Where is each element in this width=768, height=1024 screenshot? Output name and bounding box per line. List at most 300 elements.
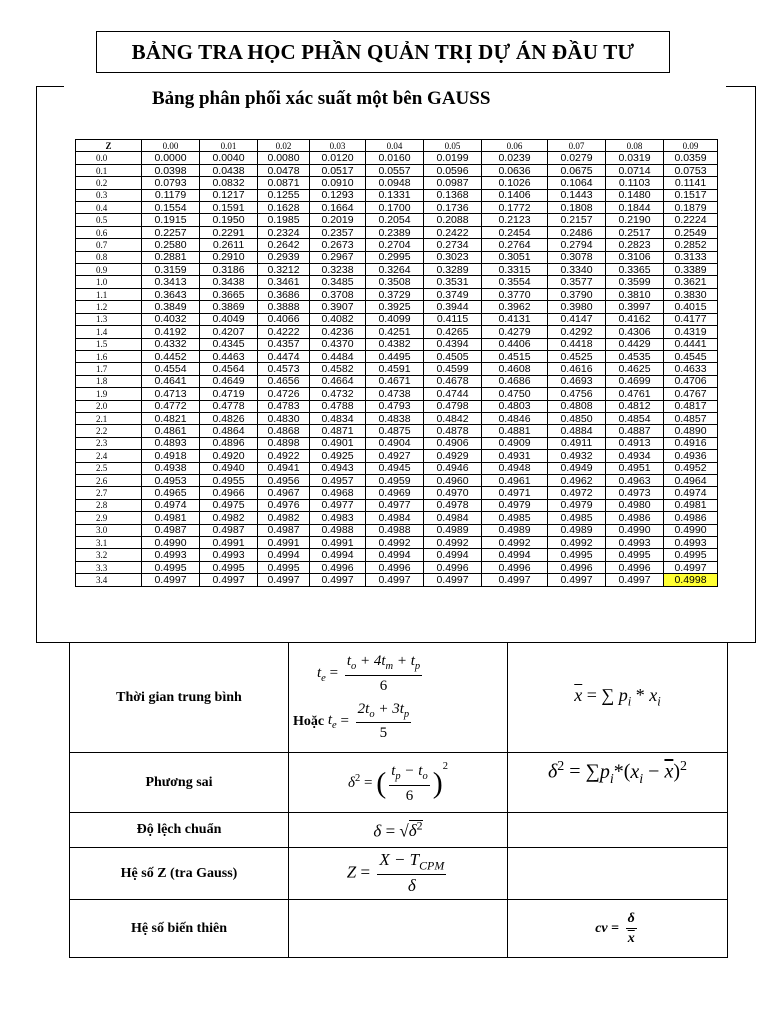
probability-cell: 0.4983 xyxy=(310,512,366,524)
probability-cell: 0.3749 xyxy=(424,288,482,300)
probability-cell: 0.1915 xyxy=(142,214,200,226)
probability-cell: 0.3365 xyxy=(606,264,664,276)
column-header-cell: 0.03 xyxy=(310,140,366,152)
probability-cell: 0.4997 xyxy=(664,561,718,573)
probability-cell: 0.4992 xyxy=(548,537,606,549)
probability-cell: 0.4671 xyxy=(366,375,424,387)
probability-cell: 0.3078 xyxy=(548,251,606,263)
probability-cell: 0.4699 xyxy=(606,375,664,387)
probability-cell: 0.4922 xyxy=(258,450,310,462)
probability-cell: 0.4987 xyxy=(200,524,258,536)
probability-cell: 0.4973 xyxy=(606,487,664,499)
column-header-cell: 0.09 xyxy=(664,140,718,152)
mean-time-formula xyxy=(289,643,508,753)
formula-table xyxy=(69,642,728,958)
gauss-table-title: Bảng phân phối xác suất một bên GAUSS xyxy=(152,88,491,109)
probability-cell: 0.4015 xyxy=(664,301,718,313)
probability-cell: 0.4826 xyxy=(200,412,258,424)
z-value-cell: 0.4 xyxy=(76,202,142,214)
probability-cell: 0.4706 xyxy=(664,375,718,387)
probability-cell: 0.4920 xyxy=(200,450,258,462)
probability-cell: 0.3212 xyxy=(258,264,310,276)
probability-cell: 0.4761 xyxy=(606,388,664,400)
probability-cell: 0.2673 xyxy=(310,239,366,251)
probability-cell: 0.4732 xyxy=(310,388,366,400)
probability-cell: 0.4981 xyxy=(142,512,200,524)
probability-cell: 0.0040 xyxy=(200,152,258,164)
probability-cell: 0.3621 xyxy=(664,276,718,288)
probability-cell: 0.3289 xyxy=(424,264,482,276)
z-value-cell: 0.7 xyxy=(76,239,142,251)
probability-cell: 0.4893 xyxy=(142,437,200,449)
gauss-row xyxy=(76,226,718,238)
probability-cell: 0.4997 xyxy=(258,574,310,586)
frame-top-left-line xyxy=(36,86,64,87)
probability-cell: 0.4992 xyxy=(482,537,548,549)
formula-row-mean-time xyxy=(70,643,728,753)
gauss-row xyxy=(76,202,718,214)
gauss-row xyxy=(76,338,718,350)
probability-cell: 0.4591 xyxy=(366,363,424,375)
probability-cell: 0.3315 xyxy=(482,264,548,276)
probability-cell: 0.4911 xyxy=(548,437,606,449)
column-header-cell: 0.00 xyxy=(142,140,200,152)
probability-cell: 0.4625 xyxy=(606,363,664,375)
probability-cell: 0.1808 xyxy=(548,202,606,214)
probability-cell: 0.3531 xyxy=(424,276,482,288)
gauss-row xyxy=(76,288,718,300)
probability-cell: 0.4998 xyxy=(664,574,718,586)
probability-cell: 0.4484 xyxy=(310,350,366,362)
probability-cell: 0.0636 xyxy=(482,164,548,176)
probability-cell: 0.2642 xyxy=(258,239,310,251)
gauss-row xyxy=(76,214,718,226)
probability-cell: 0.4979 xyxy=(548,499,606,511)
probability-cell: 0.4990 xyxy=(606,524,664,536)
probability-cell: 0.4953 xyxy=(142,474,200,486)
probability-cell: 0.4778 xyxy=(200,400,258,412)
z-value-cell: 1.1 xyxy=(76,288,142,300)
probability-cell: 0.4991 xyxy=(200,537,258,549)
z-value-cell: 1.6 xyxy=(76,350,142,362)
probability-cell: 0.3186 xyxy=(200,264,258,276)
te-formula-1: $t_e$ = $\frac{t_o + 4t_m + t_p}{6}$ xyxy=(317,653,421,694)
probability-cell: 0.4997 xyxy=(424,574,482,586)
probability-cell: 0.3944 xyxy=(424,301,482,313)
probability-cell: 0.2995 xyxy=(366,251,424,263)
probability-cell: 0.4948 xyxy=(482,462,548,474)
probability-cell: 0.3577 xyxy=(548,276,606,288)
probability-cell: 0.3438 xyxy=(200,276,258,288)
probability-cell: 0.0000 xyxy=(142,152,200,164)
probability-cell: 0.4940 xyxy=(200,462,258,474)
probability-cell: 0.4977 xyxy=(366,499,424,511)
probability-cell: 0.2157 xyxy=(548,214,606,226)
probability-cell: 0.3708 xyxy=(310,288,366,300)
probability-cell: 0.3051 xyxy=(482,251,548,263)
probability-cell: 0.4984 xyxy=(424,512,482,524)
probability-cell: 0.1026 xyxy=(482,177,548,189)
probability-cell: 0.4032 xyxy=(142,313,200,325)
probability-cell: 0.0987 xyxy=(424,177,482,189)
probability-cell: 0.4981 xyxy=(664,499,718,511)
probability-cell: 0.4357 xyxy=(258,338,310,350)
probability-cell: 0.3997 xyxy=(606,301,664,313)
probability-cell: 0.4162 xyxy=(606,313,664,325)
probability-cell: 0.4974 xyxy=(664,487,718,499)
or-label: Hoặc xyxy=(293,713,325,729)
probability-cell: 0.4985 xyxy=(548,512,606,524)
z-value-cell: 2.9 xyxy=(76,512,142,524)
probability-cell: 0.3790 xyxy=(548,288,606,300)
probability-cell: 0.4082 xyxy=(310,313,366,325)
z-value-cell: 3.2 xyxy=(76,549,142,561)
probability-cell: 0.2910 xyxy=(200,251,258,263)
probability-cell: 0.1664 xyxy=(310,202,366,214)
probability-cell: 0.2291 xyxy=(200,226,258,238)
probability-cell: 0.4767 xyxy=(664,388,718,400)
probability-cell: 0.3810 xyxy=(606,288,664,300)
probability-cell: 0.4803 xyxy=(482,400,548,412)
probability-cell: 0.4993 xyxy=(606,537,664,549)
gauss-row xyxy=(76,264,718,276)
probability-cell: 0.4938 xyxy=(142,462,200,474)
probability-cell: 0.1736 xyxy=(424,202,482,214)
probability-cell: 0.4788 xyxy=(310,400,366,412)
probability-cell: 0.2257 xyxy=(142,226,200,238)
probability-cell: 0.4991 xyxy=(310,537,366,549)
probability-cell: 0.3907 xyxy=(310,301,366,313)
gauss-row xyxy=(76,450,718,462)
probability-cell: 0.3159 xyxy=(142,264,200,276)
probability-cell: 0.4913 xyxy=(606,437,664,449)
probability-cell: 0.4918 xyxy=(142,450,200,462)
column-header-cell: 0.05 xyxy=(424,140,482,152)
probability-cell: 0.4834 xyxy=(310,412,366,424)
probability-cell: 0.3770 xyxy=(482,288,548,300)
column-header-cell: 0.07 xyxy=(548,140,606,152)
probability-cell: 0.4946 xyxy=(424,462,482,474)
probability-cell: 0.1406 xyxy=(482,189,548,201)
probability-cell: 0.4909 xyxy=(482,437,548,449)
probability-cell: 0.4997 xyxy=(200,574,258,586)
probability-cell: 0.4993 xyxy=(664,537,718,549)
probability-cell: 0.2967 xyxy=(310,251,366,263)
z-value-cell: 1.9 xyxy=(76,388,142,400)
probability-cell: 0.4960 xyxy=(424,474,482,486)
probability-cell: 0.3830 xyxy=(664,288,718,300)
probability-cell: 0.4929 xyxy=(424,450,482,462)
probability-cell: 0.4995 xyxy=(200,561,258,573)
gauss-row xyxy=(76,412,718,424)
z-value-cell: 2.4 xyxy=(76,450,142,462)
probability-cell: 0.2704 xyxy=(366,239,424,251)
probability-cell: 0.4812 xyxy=(606,400,664,412)
probability-cell: 0.1064 xyxy=(548,177,606,189)
cv-label: Hệ số biến thiên xyxy=(70,900,289,958)
z-value-cell: 1.4 xyxy=(76,326,142,338)
gauss-row xyxy=(76,462,718,474)
formula-row-z xyxy=(70,848,728,900)
probability-cell: 0.4693 xyxy=(548,375,606,387)
gauss-row xyxy=(76,524,718,536)
probability-cell: 0.1141 xyxy=(664,177,718,189)
probability-cell: 0.2389 xyxy=(366,226,424,238)
probability-cell: 0.3686 xyxy=(258,288,310,300)
probability-cell: 0.4292 xyxy=(548,326,606,338)
probability-cell: 0.2123 xyxy=(482,214,548,226)
probability-cell: 0.4656 xyxy=(258,375,310,387)
probability-cell: 0.4996 xyxy=(548,561,606,573)
probability-cell: 0.1554 xyxy=(142,202,200,214)
probability-cell: 0.0398 xyxy=(142,164,200,176)
probability-cell: 0.4995 xyxy=(548,549,606,561)
probability-cell: 0.4686 xyxy=(482,375,548,387)
z-label: Hệ số Z (tra Gauss) xyxy=(70,848,289,900)
probability-cell: 0.2580 xyxy=(142,239,200,251)
gauss-row xyxy=(76,549,718,561)
probability-cell: 0.3340 xyxy=(548,264,606,276)
probability-cell: 0.4970 xyxy=(424,487,482,499)
probability-cell: 0.3264 xyxy=(366,264,424,276)
probability-cell: 0.4878 xyxy=(424,425,482,437)
probability-cell: 0.4996 xyxy=(310,561,366,573)
column-header-cell: 0.01 xyxy=(200,140,258,152)
probability-cell: 0.2454 xyxy=(482,226,548,238)
probability-cell: 0.4756 xyxy=(548,388,606,400)
gauss-row xyxy=(76,375,718,387)
gauss-row xyxy=(76,388,718,400)
probability-cell: 0.4452 xyxy=(142,350,200,362)
z-value-cell: 0.8 xyxy=(76,251,142,263)
probability-cell: 0.4713 xyxy=(142,388,200,400)
probability-cell: 0.4222 xyxy=(258,326,310,338)
probability-cell: 0.4573 xyxy=(258,363,310,375)
z-value-cell: 0.0 xyxy=(76,152,142,164)
probability-cell: 0.0871 xyxy=(258,177,310,189)
probability-cell: 0.4995 xyxy=(142,561,200,573)
probability-cell: 0.4898 xyxy=(258,437,310,449)
probability-cell: 0.4099 xyxy=(366,313,424,325)
probability-cell: 0.4976 xyxy=(258,499,310,511)
probability-cell: 0.2852 xyxy=(664,239,718,251)
probability-cell: 0.4996 xyxy=(482,561,548,573)
probability-cell: 0.0596 xyxy=(424,164,482,176)
probability-cell: 0.4793 xyxy=(366,400,424,412)
z-value-cell: 0.5 xyxy=(76,214,142,226)
gauss-row xyxy=(76,437,718,449)
probability-cell: 0.3869 xyxy=(200,301,258,313)
probability-cell: 0.3643 xyxy=(142,288,200,300)
weighted-variance-formula: $\delta^2 = \sum p_i*(x_i - \overline{x})^2$ xyxy=(508,753,728,813)
gauss-header-row xyxy=(76,140,718,152)
gauss-row xyxy=(76,537,718,549)
probability-cell: 0.4997 xyxy=(366,574,424,586)
std-dev-empty-cell xyxy=(508,813,728,848)
probability-cell: 0.4932 xyxy=(548,450,606,462)
probability-cell: 0.4842 xyxy=(424,412,482,424)
probability-cell: 0.4994 xyxy=(258,549,310,561)
probability-cell: 0.4864 xyxy=(200,425,258,437)
probability-cell: 0.4931 xyxy=(482,450,548,462)
probability-cell: 0.4993 xyxy=(142,549,200,561)
probability-cell: 0.4995 xyxy=(664,549,718,561)
probability-cell: 0.4994 xyxy=(366,549,424,561)
gauss-row xyxy=(76,499,718,511)
probability-cell: 0.4495 xyxy=(366,350,424,362)
formula-row-std-dev xyxy=(70,813,728,848)
z-value-cell: 2.8 xyxy=(76,499,142,511)
probability-cell: 0.4988 xyxy=(366,524,424,536)
probability-cell: 0.4678 xyxy=(424,375,482,387)
probability-cell: 0.0675 xyxy=(548,164,606,176)
probability-cell: 0.0160 xyxy=(366,152,424,164)
probability-cell: 0.4890 xyxy=(664,425,718,437)
probability-cell: 0.3599 xyxy=(606,276,664,288)
probability-cell: 0.4066 xyxy=(258,313,310,325)
probability-cell: 0.1179 xyxy=(142,189,200,201)
variance-formula: $\delta^2$ = ( $\frac{t_p - t_o}{6}$ )$^2$ xyxy=(289,753,508,813)
probability-cell: 0.1591 xyxy=(200,202,258,214)
probability-cell: 0.4783 xyxy=(258,400,310,412)
probability-cell: 0.0753 xyxy=(664,164,718,176)
z-value-cell: 1.2 xyxy=(76,301,142,313)
probability-cell: 0.2486 xyxy=(548,226,606,238)
probability-cell: 0.3238 xyxy=(310,264,366,276)
header-title: BẢNG TRA HỌC PHẦN QUẢN TRỊ DỰ ÁN ĐẦU TƯ xyxy=(131,39,635,64)
probability-cell: 0.4995 xyxy=(606,549,664,561)
z-value-cell: 0.2 xyxy=(76,177,142,189)
cv-formula: cv = $\frac{\delta}{x}$ xyxy=(508,900,728,958)
sample-mean-formula: $\overline{x}$ = ∑ $p_i * x_i$ xyxy=(508,643,728,753)
z-empty-cell xyxy=(508,848,728,900)
gauss-row xyxy=(76,400,718,412)
te-formula-2: Hoặc $t_e$ = $\frac{2t_o + 3t_p}{5}$ xyxy=(293,700,410,742)
probability-cell: 0.4525 xyxy=(548,350,606,362)
probability-cell: 0.4545 xyxy=(664,350,718,362)
probability-cell: 0.4207 xyxy=(200,326,258,338)
gauss-row xyxy=(76,313,718,325)
probability-cell: 0.2224 xyxy=(664,214,718,226)
probability-cell: 0.4904 xyxy=(366,437,424,449)
probability-cell: 0.4599 xyxy=(424,363,482,375)
probability-cell: 0.4994 xyxy=(482,549,548,561)
probability-cell: 0.4474 xyxy=(258,350,310,362)
probability-cell: 0.4664 xyxy=(310,375,366,387)
probability-cell: 0.4965 xyxy=(142,487,200,499)
probability-cell: 0.2190 xyxy=(606,214,664,226)
frame-right-line xyxy=(755,86,756,642)
probability-cell: 0.4382 xyxy=(366,338,424,350)
probability-cell: 0.4901 xyxy=(310,437,366,449)
probability-cell: 0.4418 xyxy=(548,338,606,350)
probability-cell: 0.4649 xyxy=(200,375,258,387)
probability-cell: 0.2357 xyxy=(310,226,366,238)
probability-cell: 0.4279 xyxy=(482,326,548,338)
probability-cell: 0.4429 xyxy=(606,338,664,350)
probability-cell: 0.1443 xyxy=(548,189,606,201)
probability-cell: 0.0438 xyxy=(200,164,258,176)
probability-cell: 0.4147 xyxy=(548,313,606,325)
probability-cell: 0.3888 xyxy=(258,301,310,313)
probability-cell: 0.3962 xyxy=(482,301,548,313)
z-value-cell: 1.0 xyxy=(76,276,142,288)
probability-cell: 0.4192 xyxy=(142,326,200,338)
probability-cell: 0.3554 xyxy=(482,276,548,288)
z-value-cell: 2.0 xyxy=(76,400,142,412)
probability-cell: 0.4956 xyxy=(258,474,310,486)
z-value-cell: 3.4 xyxy=(76,574,142,586)
z-value-cell: 2.7 xyxy=(76,487,142,499)
probability-cell: 0.2054 xyxy=(366,214,424,226)
gauss-row xyxy=(76,152,718,164)
probability-cell: 0.4896 xyxy=(200,437,258,449)
probability-cell: 0.4850 xyxy=(548,412,606,424)
probability-cell: 0.4854 xyxy=(606,412,664,424)
probability-cell: 0.4265 xyxy=(424,326,482,338)
probability-cell: 0.4974 xyxy=(142,499,200,511)
probability-cell: 0.3413 xyxy=(142,276,200,288)
gauss-row xyxy=(76,326,718,338)
gauss-row xyxy=(76,512,718,524)
probability-cell: 0.4990 xyxy=(664,524,718,536)
gauss-row xyxy=(76,301,718,313)
probability-cell: 0.2881 xyxy=(142,251,200,263)
probability-cell: 0.4997 xyxy=(310,574,366,586)
probability-cell: 0.4750 xyxy=(482,388,548,400)
z-value-cell: 0.9 xyxy=(76,264,142,276)
gauss-row xyxy=(76,251,718,263)
probability-cell: 0.4997 xyxy=(548,574,606,586)
probability-cell: 0.0359 xyxy=(664,152,718,164)
probability-cell: 0.4969 xyxy=(366,487,424,499)
gauss-row xyxy=(76,363,718,375)
probability-cell: 0.4943 xyxy=(310,462,366,474)
probability-cell: 0.3729 xyxy=(366,288,424,300)
probability-cell: 0.4966 xyxy=(200,487,258,499)
probability-cell: 0.4830 xyxy=(258,412,310,424)
probability-cell: 0.4989 xyxy=(424,524,482,536)
z-value-cell: 3.1 xyxy=(76,537,142,549)
header-title-box xyxy=(96,31,670,73)
gauss-row xyxy=(76,177,718,189)
probability-cell: 0.4887 xyxy=(606,425,664,437)
probability-cell: 0.4861 xyxy=(142,425,200,437)
probability-cell: 0.4996 xyxy=(606,561,664,573)
probability-cell: 0.4997 xyxy=(606,574,664,586)
probability-cell: 0.2019 xyxy=(310,214,366,226)
gauss-table xyxy=(75,139,718,587)
probability-cell: 0.0478 xyxy=(258,164,310,176)
probability-cell: 0.4972 xyxy=(548,487,606,499)
z-value-cell: 3.0 xyxy=(76,524,142,536)
probability-cell: 0.2611 xyxy=(200,239,258,251)
probability-cell: 0.4971 xyxy=(482,487,548,499)
probability-cell: 0.4236 xyxy=(310,326,366,338)
gauss-row xyxy=(76,474,718,486)
probability-cell: 0.0080 xyxy=(258,152,310,164)
probability-cell: 0.2549 xyxy=(664,226,718,238)
probability-cell: 0.4608 xyxy=(482,363,548,375)
probability-cell: 0.4319 xyxy=(664,326,718,338)
probability-cell: 0.1950 xyxy=(200,214,258,226)
probability-cell: 0.0279 xyxy=(548,152,606,164)
probability-cell: 0.4957 xyxy=(310,474,366,486)
probability-cell: 0.4986 xyxy=(606,512,664,524)
gauss-row xyxy=(76,276,718,288)
probability-cell: 0.1368 xyxy=(424,189,482,201)
probability-cell: 0.4996 xyxy=(366,561,424,573)
